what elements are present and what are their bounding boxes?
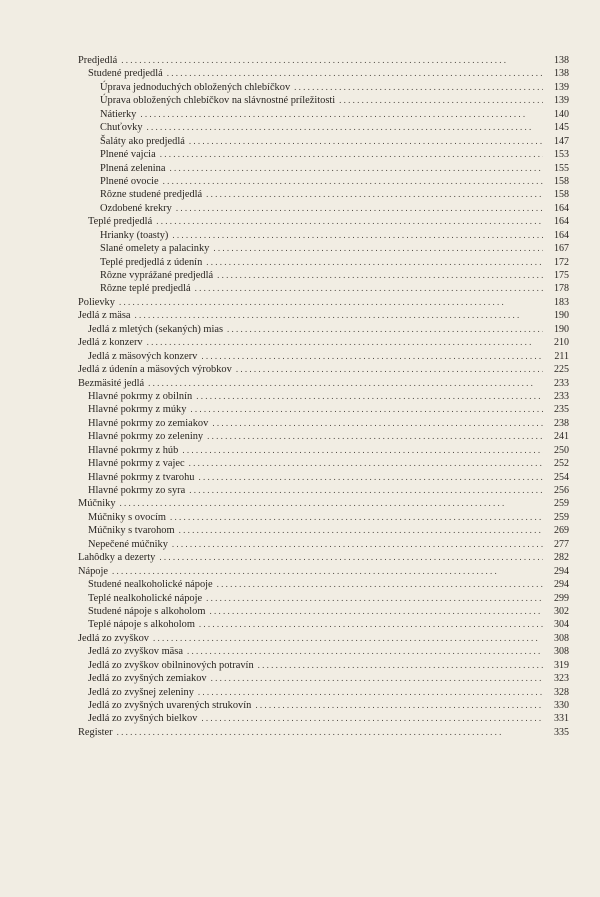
dot-leader (182, 444, 543, 457)
toc-entry-title: Polievky (78, 296, 115, 308)
toc-entry-page-number: 164 (554, 229, 569, 241)
dot-leader (172, 229, 543, 242)
toc-entry-page-number: 147 (554, 135, 569, 147)
toc-entry-page-number: 250 (554, 444, 569, 456)
toc-entry-page-number: 259 (554, 511, 569, 523)
toc-entry-page-number: 145 (554, 122, 569, 134)
dot-leader (206, 256, 543, 269)
toc-entry-page-number: 190 (554, 323, 569, 335)
toc-entry-page-number: 241 (554, 431, 569, 443)
dot-leader (207, 430, 543, 443)
toc-entry-title: Studené predjedlá (88, 68, 163, 80)
dot-leader (160, 148, 543, 161)
dot-leader (167, 67, 543, 80)
toc-entry-page-number: 167 (554, 243, 569, 255)
toc-entry (78, 309, 569, 322)
toc-entry-page-number: 304 (554, 619, 569, 631)
toc-entry (78, 430, 569, 443)
toc-entry-page-number: 302 (554, 605, 569, 617)
toc-entry (78, 229, 569, 242)
toc-entry-page-number: 328 (554, 686, 569, 698)
dot-leader (170, 162, 544, 175)
dot-leader (209, 605, 543, 618)
toc-entry (78, 565, 569, 578)
dot-leader (339, 94, 543, 107)
toc-entry-page-number: 211 (554, 350, 569, 362)
toc-entry (78, 686, 569, 699)
toc-entry (78, 726, 569, 739)
toc-entry-title: Jedlá zo zvyšných zemiakov (88, 673, 207, 685)
toc-entry-page-number: 139 (554, 95, 569, 107)
toc-entry-title: Úprava obložených chlebíčkov na slávnostné príležitosti (100, 95, 336, 107)
toc-entry-title: Hlavné pokrmy zo zemiakov (88, 417, 209, 429)
toc-entry-page-number: 294 (554, 579, 569, 591)
toc-entry-title: Plnená zelenina (100, 162, 166, 174)
toc-entry (78, 269, 569, 282)
toc-entry-title: Studené nápoje s alkoholom (88, 605, 206, 617)
toc-entry-page-number: 235 (554, 404, 569, 416)
toc-entry-page-number: 233 (554, 390, 569, 402)
toc-entry (78, 511, 569, 524)
dot-leader (201, 350, 543, 363)
toc-entry-page-number: 308 (554, 632, 569, 644)
dot-leader (112, 565, 543, 578)
dot-leader (119, 296, 543, 309)
toc-entry-page-number: 269 (554, 525, 569, 537)
toc-entry (78, 672, 569, 685)
toc-entry-page-number: 140 (554, 108, 569, 120)
toc-entry-title: Jedlá zo zvyšných bielkov (88, 713, 198, 725)
toc-entry-title: Jedlá z mletých (sekaných) mias (88, 323, 224, 335)
dot-leader (147, 121, 543, 134)
dot-leader (147, 336, 543, 349)
toc-entry-page-number: 330 (554, 700, 569, 711)
toc-entry-title: Hlavné pokrmy z obilnín (88, 390, 193, 402)
toc-entry-page-number: 335 (554, 726, 569, 738)
dot-leader (159, 551, 543, 564)
toc-entry-title: Lahôdky a dezerty (78, 552, 156, 564)
toc-entry (78, 632, 569, 645)
toc-entry-page-number: 138 (554, 55, 569, 66)
toc-entry-title: Hrianky (toasty) (100, 229, 169, 241)
dot-leader (121, 54, 543, 67)
dot-leader (294, 81, 543, 94)
toc-entry (78, 162, 569, 175)
toc-entry (78, 699, 569, 712)
toc-entry-page-number: 183 (554, 296, 569, 308)
toc-entry-title: Jedlá zo zvyškov obilninových potravín (88, 659, 254, 671)
dot-leader (196, 390, 543, 403)
toc-entry-title: Hlavné pokrmy zo syra (88, 485, 186, 496)
toc-entry-title: Jedlá z údenín a mäsových výrobkov (78, 364, 232, 376)
toc-entry-title: Chuťovky (100, 122, 143, 134)
toc-entry-page-number: 190 (554, 310, 569, 322)
toc-entry (78, 471, 569, 484)
dot-leader (206, 188, 543, 201)
dot-leader (135, 309, 543, 322)
toc-entry (78, 202, 569, 215)
toc-entry-page-number: 155 (554, 162, 569, 174)
toc-entry-title: Úprava jednoduchých obložených chlebíčkov (100, 81, 291, 93)
dot-leader (187, 645, 543, 658)
dot-leader (189, 457, 543, 470)
toc-entry (78, 645, 569, 658)
toc-entry-title: Nápoje (78, 565, 109, 577)
dot-leader (176, 202, 543, 215)
toc-entry-title: Teplé nápoje s alkoholom (88, 619, 195, 631)
dot-leader (148, 377, 543, 390)
toc-entry (78, 175, 569, 188)
dot-leader (199, 618, 543, 631)
toc-entry (78, 256, 569, 269)
toc-entry-page-number: 238 (554, 417, 569, 429)
toc-entry-title: Hlavné pokrmy z tvarohu (88, 471, 195, 483)
toc-entry (78, 712, 569, 725)
dot-leader (163, 175, 543, 188)
toc-entry-title: Hlavné pokrmy z húb (88, 444, 179, 456)
toc-entry (78, 296, 569, 309)
toc-entry-page-number: 139 (554, 81, 569, 93)
toc-entry-title: Jedlá z mäsa (78, 310, 131, 322)
toc-entry (78, 336, 569, 349)
toc-entry (78, 497, 569, 510)
toc-entry-page-number: 259 (554, 498, 569, 510)
toc-entry (78, 94, 569, 107)
toc-entry (78, 54, 569, 67)
toc-entry-title: Múčniky s tvarohom (88, 525, 175, 537)
toc-entry-title: Nepečené múčniky (88, 538, 168, 550)
toc-entry-page-number: 175 (554, 270, 569, 281)
toc-entry-page-number: 153 (554, 149, 569, 161)
dot-leader (156, 215, 543, 228)
toc-entry-page-number: 138 (554, 68, 569, 80)
dot-leader (217, 578, 543, 591)
toc-entry-title: Jedlá z mäsových konzerv (88, 350, 198, 362)
toc-entry-title: Rôzne teplé predjedlá (100, 283, 191, 295)
toc-entry (78, 592, 569, 605)
dot-leader (213, 242, 543, 255)
toc-entry (78, 444, 569, 457)
table-of-contents (78, 54, 569, 739)
toc-entry-page-number: 172 (554, 256, 569, 268)
toc-entry (78, 121, 569, 134)
dot-leader (179, 524, 543, 537)
dot-leader (211, 672, 543, 685)
dot-leader (120, 497, 543, 510)
toc-entry-page-number: 282 (554, 552, 569, 564)
toc-entry (78, 148, 569, 161)
toc-entry-page-number: 256 (554, 485, 569, 496)
dot-leader (172, 538, 543, 551)
toc-entry-title: Jedlá zo zvyškov (78, 632, 149, 644)
toc-entry-page-number: 210 (554, 337, 569, 349)
toc-entry-page-number: 331 (554, 713, 569, 725)
toc-entry-title: Hlavné pokrmy z múky (88, 404, 187, 416)
toc-entry (78, 135, 569, 148)
toc-entry-title: Rôzne studené predjedlá (100, 189, 203, 201)
toc-entry-title: Rôzne vyprážané predjedlá (100, 270, 214, 281)
toc-entry-title: Jedlá z konzerv (78, 337, 143, 349)
toc-entry-title: Teplé predjedlá (88, 216, 153, 228)
toc-entry-title: Slané omelety a palacinky (100, 243, 210, 255)
toc-entry (78, 484, 569, 497)
toc-entry-page-number: 164 (554, 202, 569, 214)
toc-entry (78, 350, 569, 363)
dot-leader (198, 471, 543, 484)
toc-entry (78, 323, 569, 336)
toc-entry (78, 377, 569, 390)
toc-entry (78, 81, 569, 94)
dot-leader (189, 135, 543, 148)
toc-entry-page-number: 323 (554, 673, 569, 685)
toc-entry (78, 188, 569, 201)
toc-entry-page-number: 254 (554, 471, 569, 483)
toc-entry (78, 551, 569, 564)
dot-leader (117, 726, 543, 739)
dot-leader (258, 659, 543, 672)
toc-entry (78, 524, 569, 537)
toc-entry-page-number: 158 (554, 189, 569, 201)
dot-leader (170, 511, 543, 524)
dot-leader (217, 269, 543, 282)
toc-entry-page-number: 233 (554, 377, 569, 389)
toc-entry-page-number: 319 (554, 659, 569, 671)
toc-entry-title: Studené nealkoholické nápoje (88, 579, 213, 591)
toc-entry (78, 659, 569, 672)
toc-entry (78, 578, 569, 591)
toc-entry (78, 605, 569, 618)
toc-entry-title: Teplé nealkoholické nápoje (88, 592, 203, 604)
toc-entry (78, 67, 569, 80)
toc-entry-title: Hlavné pokrmy zo zeleniny (88, 431, 204, 443)
toc-entry-page-number: 299 (554, 592, 569, 604)
toc-entry-title: Hlavné pokrmy z vajec (88, 458, 185, 470)
dot-leader (153, 632, 543, 645)
dot-leader (195, 282, 543, 295)
dot-leader (140, 108, 543, 121)
toc-entry-title: Plnené ovocie (100, 175, 159, 187)
toc-entry-title: Plnené vajcia (100, 149, 156, 161)
toc-entry-title: Nátierky (100, 108, 137, 120)
dot-leader (236, 363, 543, 376)
dot-leader (255, 699, 543, 712)
toc-entry-title: Šaláty ako predjedlá (100, 135, 185, 147)
toc-entry-title: Jedlá zo zvyškov mäsa (88, 646, 183, 658)
toc-entry-page-number: 164 (554, 216, 569, 228)
toc-entry-page-number: 277 (554, 538, 569, 550)
toc-entry-page-number: 158 (554, 175, 569, 187)
toc-entry (78, 363, 569, 376)
toc-entry-title: Teplé predjedlá z údenín (100, 256, 203, 268)
toc-entry (78, 215, 569, 228)
toc-entry-title: Jedlá zo zvyšných uvarených strukovín (88, 700, 252, 711)
toc-entry-page-number: 225 (554, 364, 569, 376)
dot-leader (189, 484, 543, 497)
toc-entry (78, 538, 569, 551)
toc-entry-title: Múčniky (78, 498, 116, 510)
toc-entry (78, 457, 569, 470)
toc-entry (78, 417, 569, 430)
toc-entry-page-number: 178 (554, 283, 569, 295)
toc-entry-page-number: 308 (554, 646, 569, 658)
toc-entry-title: Múčniky s ovocím (88, 511, 166, 523)
dot-leader (198, 686, 543, 699)
toc-entry (78, 618, 569, 631)
toc-entry (78, 390, 569, 403)
toc-entry-title: Predjedlá (78, 55, 118, 66)
toc-entry-title: Ozdobené krekry (100, 202, 172, 214)
dot-leader (190, 403, 543, 416)
toc-entry-title: Register (78, 726, 113, 738)
toc-entry (78, 403, 569, 416)
toc-entry-title: Bezmäsité jedlá (78, 377, 145, 389)
dot-leader (227, 323, 543, 336)
toc-entry-page-number: 294 (554, 565, 569, 577)
toc-entry (78, 242, 569, 255)
toc-entry-title: Jedlá zo zvyšnej zeleniny (88, 686, 194, 698)
dot-leader (201, 712, 543, 725)
dot-leader (206, 592, 543, 605)
dot-leader (212, 417, 543, 430)
toc-entry-page-number: 252 (554, 458, 569, 470)
toc-entry (78, 108, 569, 121)
toc-entry (78, 282, 569, 295)
